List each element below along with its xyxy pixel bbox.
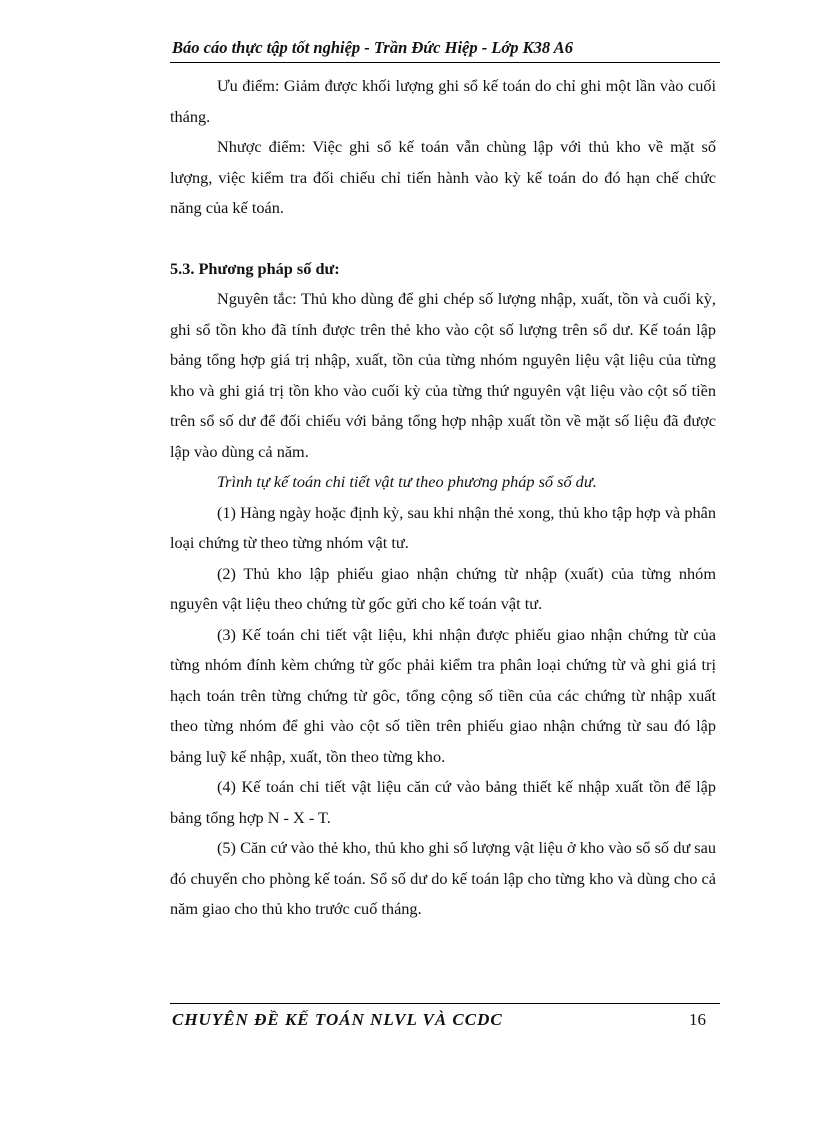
step-paragraph: (3) Kế toán chi tiết vật liệu, khi nhận được phiếu giao nhận chứng từ của từng nhóm đính kèm chứng từ gốc phải kiểm tra phân loại chứng từ và ghi giá trị hạch toán trên từng chứng từ gôc, tổng cộng số tiền của các chứng từ nhập xuất theo từng nhóm để ghi vào cột số tiền trên phiếu giao nhận chứng từ sau đó lập bảng luỹ kế nhập, xuất, tồn theo từng kho. bbox=[170, 624, 716, 766]
disadvantages-paragraph: Nhược điểm: Việc ghi sổ kế toán vẫn chùng lập với thủ kho về mặt số lượng, việc kiểm tra đối chiếu chỉ tiến hành vào kỳ kế toán do đó hạn chế chức năng của kế toán. bbox=[170, 137, 716, 217]
section-heading: 5.3. Phương pháp số dư: bbox=[170, 258, 340, 278]
step-paragraph: (5) Căn cứ vào thẻ kho, thủ kho ghi số lượng vật liệu ở kho vào sổ số dư sau đó chuyển cho phòng kế toán. Sổ số dư do kế toán lập cho từng kho và dùng cho cả năm giao cho thủ kho trước cuố tháng. bbox=[170, 838, 716, 918]
page-number: 16 bbox=[689, 1010, 706, 1029]
step-paragraph: (2) Thủ kho lập phiếu giao nhận chứng từ nhập (xuất) của từng nhóm nguyên vật liệu theo chứng từ gốc gửi cho kế toán vật tư. bbox=[170, 563, 716, 613]
step-paragraph: (4) Kế toán chi tiết vật liệu căn cứ vào bảng thiết kế nhập xuất tồn để lập bảng tổng hợp N - X - T. bbox=[170, 777, 716, 827]
footer-title: CHUYÊN ĐỀ KẾ TOÁN NLVL VÀ CCDC bbox=[172, 1010, 503, 1029]
footer-divider bbox=[170, 1003, 720, 1004]
advantages-paragraph: Ưu điểm: Giảm được khối lượng ghi sổ kế toán do chỉ ghi một lần vào cuối tháng. bbox=[170, 76, 716, 126]
document-body bbox=[170, 71, 716, 925]
principle-paragraph: Nguyên tắc: Thủ kho dùng để ghi chép số lượng nhập, xuất, tồn và cuối kỳ, ghi sổ tồn kho đã tính được trên thẻ kho vào cột số lượng trên sổ dư. Kế toán lập bảng tổng hợp giá trị nhập, xuất, tồn của từng nhóm nguyên liệu vật liệu của từng kho và ghi giá trị tồn kho vào cuối kỳ của từng thứ nguyên vật liệu vào cột số tiền trên sổ số dư để đối chiếu với bảng tổng hợp nhập xuất tồn về mặt số liệu đã được lập vào dùng cả năm. bbox=[170, 289, 716, 461]
procedure-title: Trình tự kế toán chi tiết vật tư theo phương pháp sổ số dư. bbox=[217, 472, 597, 491]
step-paragraph: (1) Hàng ngày hoặc định kỳ, sau khi nhận thẻ xong, thủ kho tập hợp và phân loại chứng từ theo từng nhóm vật tư. bbox=[170, 502, 716, 552]
header-divider bbox=[170, 62, 720, 63]
page-header: Báo cáo thực tập tốt nghiệp - Trần Đức Hiệp - Lớp K38 A6 bbox=[172, 38, 573, 57]
